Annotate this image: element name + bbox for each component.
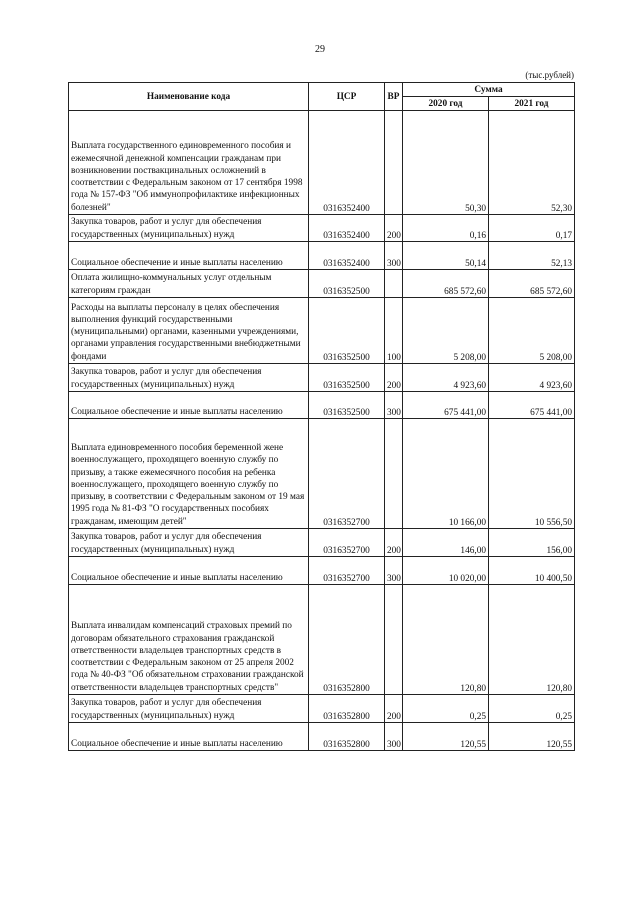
row-csr: 0316352700 [309,557,385,585]
row-2021: 685 572,60 [489,270,575,298]
table-row [69,529,575,557]
row-2020: 685 572,60 [403,270,489,298]
row-2020: 10 020,00 [403,557,489,585]
row-name: Расходы на выплаты персоналу в целях обеспечения выполнения функций государственными (муниципальными) органами, казенными учреждениями, органами управления государственными внебюджетными фондами [69,298,309,364]
row-vr: 200 [385,215,403,242]
row-csr: 0316352500 [309,270,385,298]
row-2021: 52,13 [489,242,575,270]
row-name: Оплата жилищно-коммунальных услуг отдельным категориям граждан [69,270,309,298]
table-row [69,723,575,751]
row-2021: 675 441,00 [489,392,575,419]
row-vr [385,419,403,529]
row-2020: 5 208,00 [403,298,489,364]
row-vr: 300 [385,392,403,419]
row-2021: 120,55 [489,723,575,751]
table-row [69,419,575,529]
row-csr: 0316352500 [309,392,385,419]
row-2020: 120,80 [403,585,489,695]
row-csr: 0316352800 [309,695,385,723]
row-vr: 200 [385,695,403,723]
row-name: Социальное обеспечение и иные выплаты населению [69,557,309,585]
row-vr: 300 [385,723,403,751]
row-csr: 0316352700 [309,529,385,557]
row-2021: 10 556,50 [489,419,575,529]
page-number: 29 [315,44,325,55]
row-vr: 200 [385,529,403,557]
row-2021: 52,30 [489,111,575,215]
table-row [69,695,575,723]
table-row [69,298,575,364]
row-name: Социальное обеспечение и иные выплаты населению [69,392,309,419]
table-row [69,242,575,270]
row-vr [385,111,403,215]
row-2020: 146,00 [403,529,489,557]
row-2020: 4 923,60 [403,364,489,392]
row-vr: 200 [385,364,403,392]
row-vr [385,270,403,298]
row-2020: 50,14 [403,242,489,270]
table-row [69,270,575,298]
row-csr: 0316352800 [309,585,385,695]
row-csr: 0316352400 [309,111,385,215]
header-csr: ЦСР [309,83,385,111]
row-2021: 4 923,60 [489,364,575,392]
row-csr: 0316352500 [309,298,385,364]
table-row [69,557,575,585]
row-csr: 0316352400 [309,215,385,242]
row-name: Закупка товаров, работ и услуг для обеспечения государственных (муниципальных) нужд [69,215,309,242]
row-csr: 0316352500 [309,364,385,392]
row-2021: 120,80 [489,585,575,695]
budget-table [68,82,575,751]
header-vr: ВР [385,83,403,111]
row-2021: 0,17 [489,215,575,242]
row-2021: 156,00 [489,529,575,557]
row-csr: 0316352400 [309,242,385,270]
row-csr: 0316352700 [309,419,385,529]
table-row [69,392,575,419]
table-row [69,111,575,215]
table-row [69,364,575,392]
row-2020: 0,16 [403,215,489,242]
row-name: Выплата государственного единовременного пособия и ежемесячной денежной компенсации гражданам при возникновении поствакцинальных осложнений в соответствии с Федеральным законом от 17 сентября 1998 года № 157-ФЗ "Об иммунопрофилактике инфекционных болезней" [69,111,309,215]
row-2021: 5 208,00 [489,298,575,364]
row-vr: 100 [385,298,403,364]
row-name: Закупка товаров, работ и услуг для обеспечения государственных (муниципальных) нужд [69,695,309,723]
row-name: Социальное обеспечение и иные выплаты населению [69,723,309,751]
row-name: Закупка товаров, работ и услуг для обеспечения государственных (муниципальных) нужд [69,529,309,557]
row-name: Закупка товаров, работ и услуг для обеспечения государственных (муниципальных) нужд [69,364,309,392]
row-2020: 120,55 [403,723,489,751]
row-2020: 0,25 [403,695,489,723]
row-2020: 10 166,00 [403,419,489,529]
header-name: Наименование кода [69,83,309,111]
row-name: Выплата инвалидам компенсаций страховых премий по договорам обязательного страхования гражданской ответственности владельцев транспортных средств в соответствии с Федеральным законом от 25 апреля 2002 года № 40-ФЗ "Об обязательном страховании гражданской ответственности владельцев транспортных средств" [69,585,309,695]
table-row [69,215,575,242]
row-vr: 300 [385,242,403,270]
row-2020: 675 441,00 [403,392,489,419]
row-2020: 50,30 [403,111,489,215]
row-vr: 300 [385,557,403,585]
units-label: (тыс.рублей) [525,70,574,80]
row-vr [385,585,403,695]
header-sum: Сумма [403,83,575,97]
row-name: Социальное обеспечение и иные выплаты населению [69,242,309,270]
row-2021: 0,25 [489,695,575,723]
header-2021: 2021 год [489,97,575,111]
row-csr: 0316352800 [309,723,385,751]
table-row [69,585,575,695]
header-2020: 2020 год [403,97,489,111]
row-name: Выплата единовременного пособия беременной жене военнослужащего, проходящего военную службу по призыву, а также ежемесячного пособия на ребенка военнослужащего, проходящего военную службу по призыву, в соответствии с Федеральным законом от 19 мая 1995 года № 81-ФЗ "О государственных пособиях гражданам, имеющим детей" [69,419,309,529]
row-2021: 10 400,50 [489,557,575,585]
